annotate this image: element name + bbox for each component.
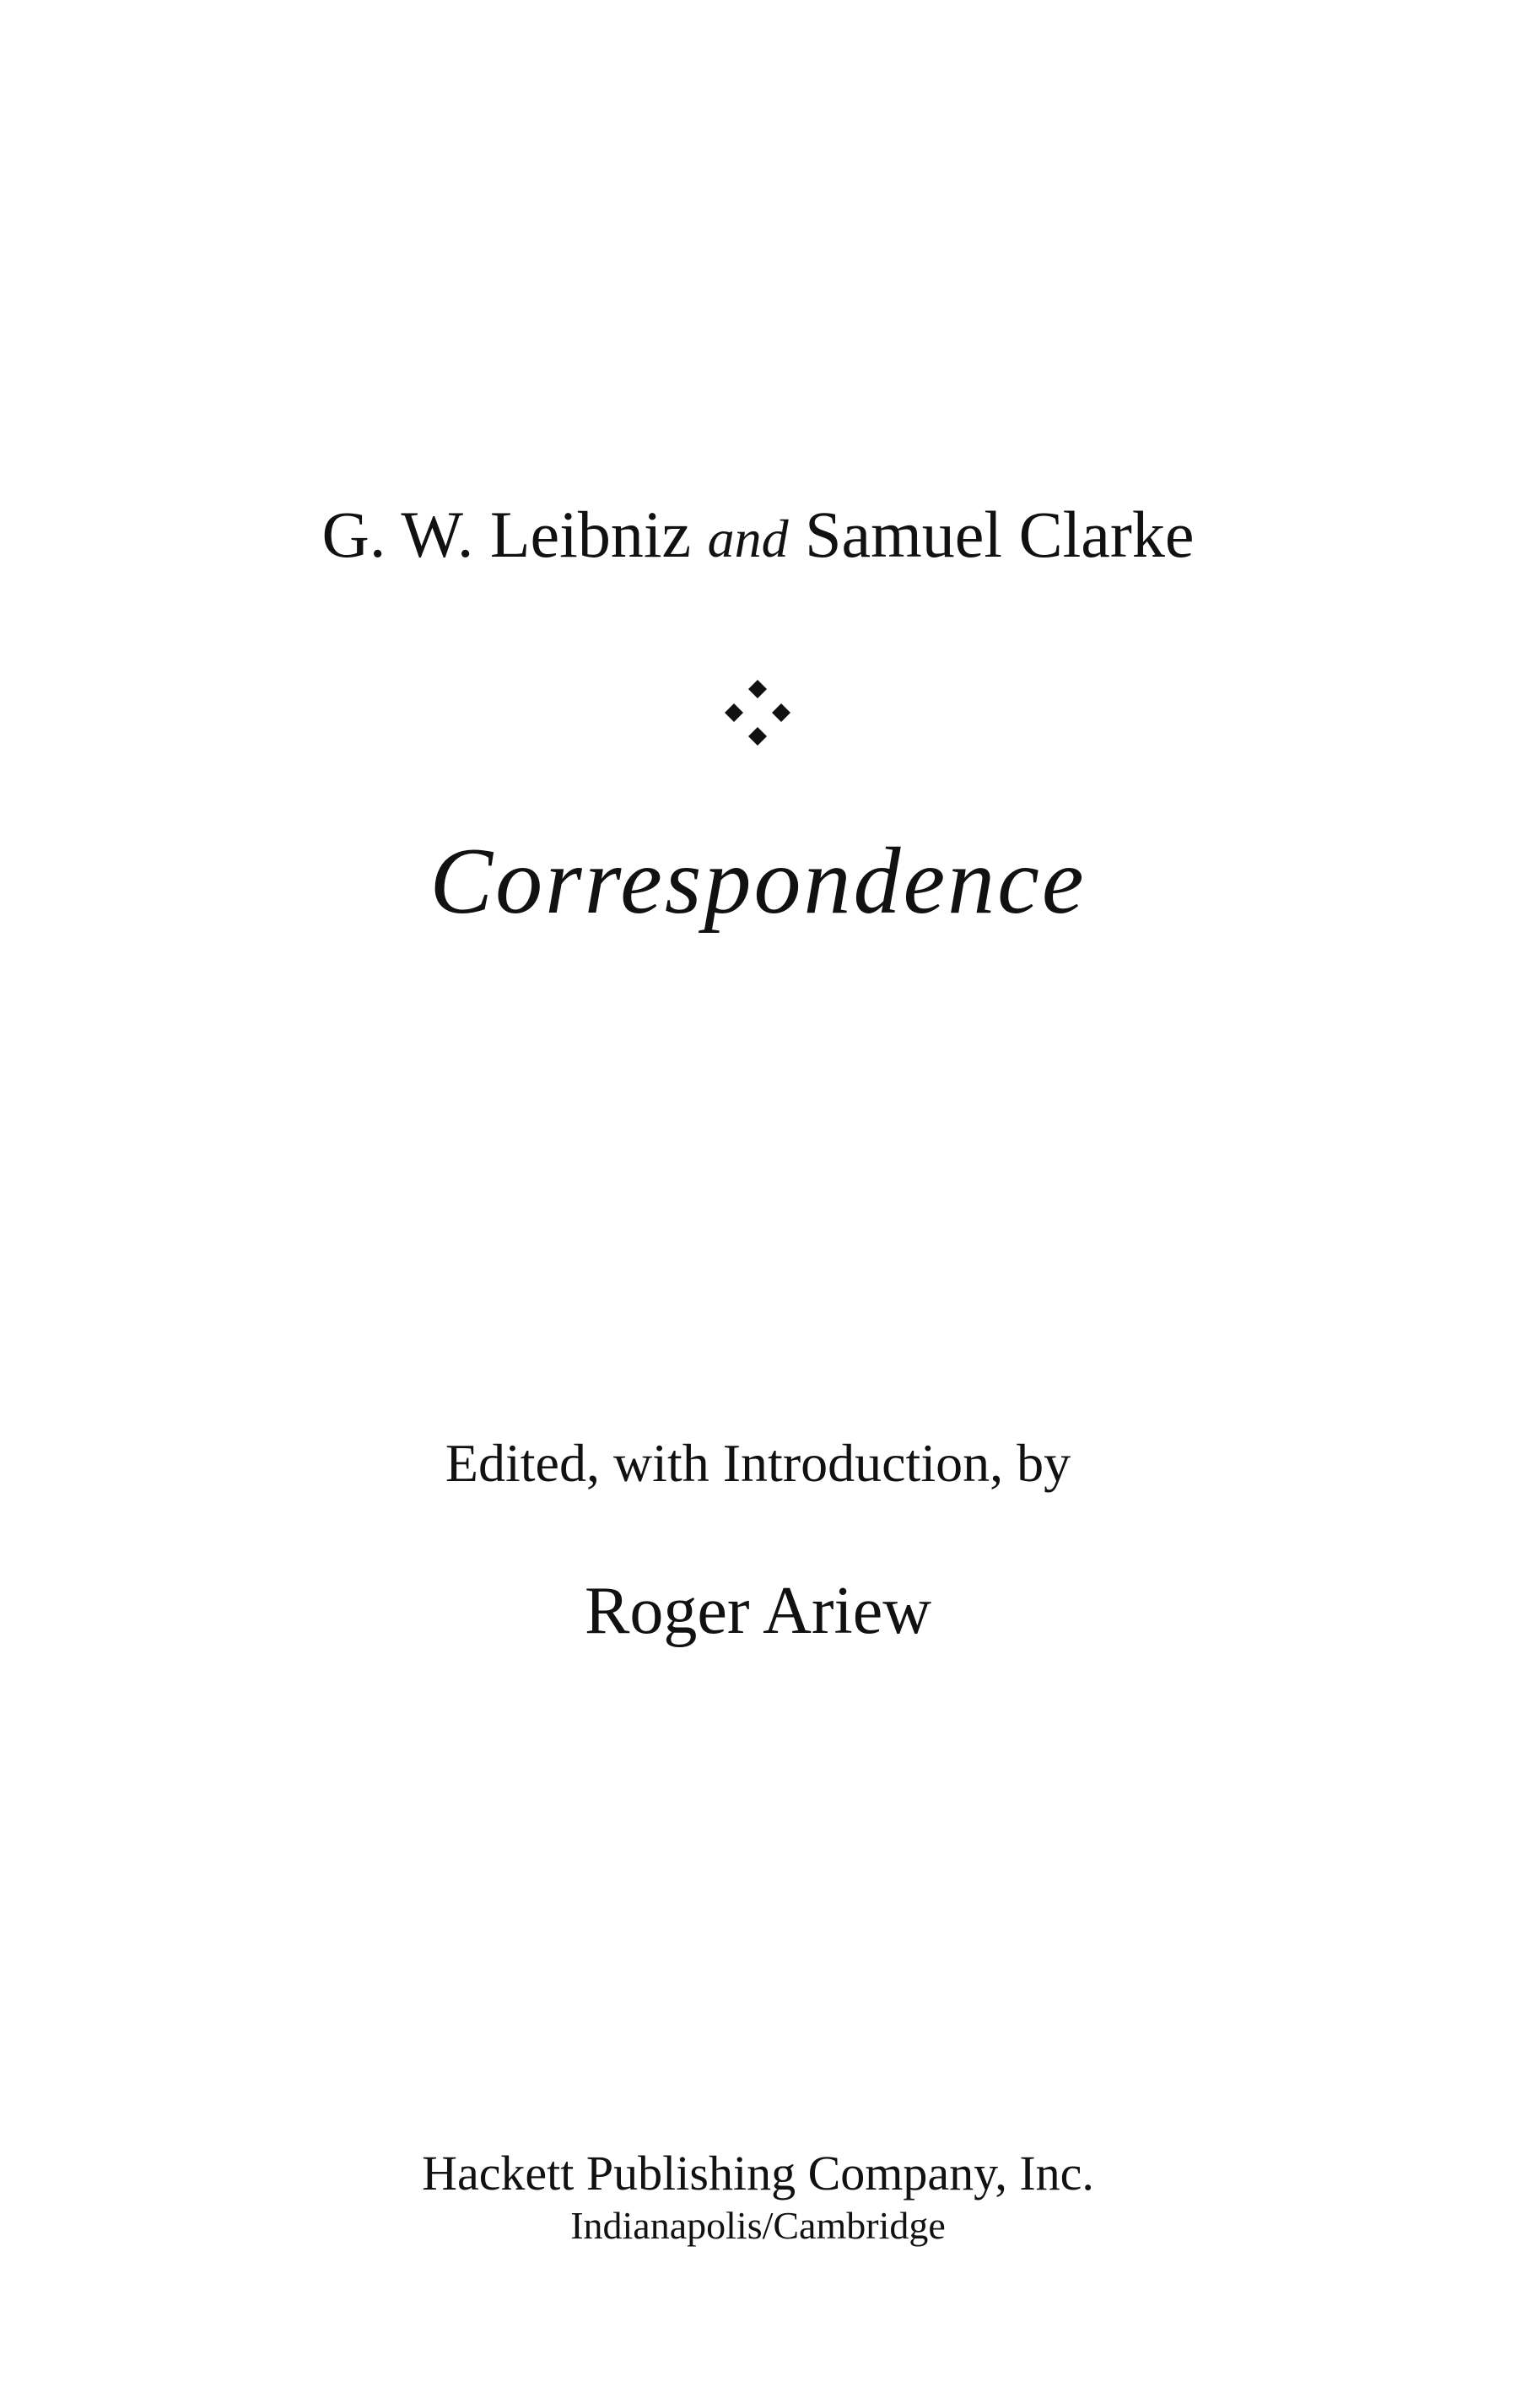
- publisher-name: Hackett Publishing Company, Inc.: [422, 2146, 1094, 2201]
- authors-conjunction: and: [707, 509, 789, 568]
- author-leibniz: G. W. Leibniz: [321, 498, 692, 571]
- edited-by-line: Edited, with Introduction, by: [445, 1433, 1071, 1493]
- authors-line: [0, 493, 1516, 581]
- four-diamond-fleuron-icon: [720, 675, 796, 751]
- author-clarke: Samuel Clarke: [805, 498, 1195, 571]
- book-title: Correspondence: [429, 829, 1087, 934]
- editor-name: Roger Ariew: [584, 1574, 931, 1648]
- publisher-place: Indianapolis/Cambridge: [570, 2204, 946, 2247]
